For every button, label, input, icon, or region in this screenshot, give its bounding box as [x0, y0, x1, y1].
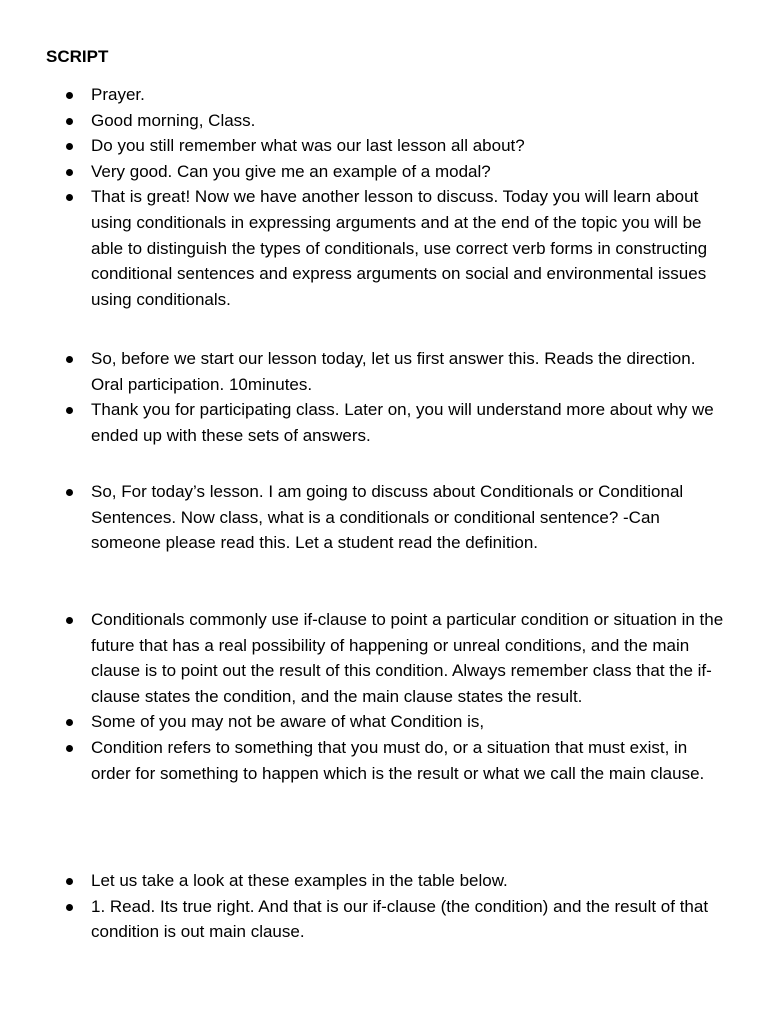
- bullet-icon: [66, 143, 73, 150]
- bullet-icon: [66, 617, 73, 624]
- bullet-group-1: [0, 82, 768, 312]
- list-item: [0, 184, 768, 312]
- bullet-icon: [66, 118, 73, 125]
- list-item: [0, 133, 768, 159]
- list-item: [0, 894, 768, 945]
- list-item-text: 1. Read. Its true right. And that is our if-clause (the condition) and the result of that condition is out main clause.: [91, 896, 709, 942]
- list-item-text: Do you still remember what was our last lesson all about?: [91, 136, 525, 156]
- bullet-icon: [66, 407, 73, 414]
- list-item-text: So, before we start our lesson today, let us first answer this. Reads the direction. Oral participation. 10minutes.: [91, 349, 696, 394]
- list-item: [0, 159, 768, 185]
- list-item: [0, 397, 768, 448]
- list-item-text: Very good. Can you give me an example of a modal?: [91, 161, 491, 181]
- list-item: [0, 479, 768, 556]
- bullet-icon: [66, 745, 73, 752]
- list-item: [0, 735, 768, 786]
- bullet-group-5: [0, 868, 768, 945]
- bullet-icon: [66, 194, 73, 201]
- list-item-text: Some of you may not be aware of what Condition is,: [91, 712, 485, 732]
- bullet-icon: [66, 92, 73, 99]
- list-item-text: Prayer.: [91, 85, 145, 104]
- bullet-icon: [66, 356, 73, 363]
- document-title: SCRIPT: [46, 47, 109, 66]
- bullet-icon: [66, 878, 73, 885]
- list-item: [0, 346, 768, 397]
- list-item: [0, 82, 768, 108]
- list-item: [0, 108, 768, 134]
- bullet-group-4: [0, 607, 768, 786]
- list-item-text: Let us take a look at these examples in the table below.: [91, 871, 508, 890]
- list-item-text: Conditionals commonly use if-clause to point a particular condition or situation in the future that has a real possibility of happening or unreal conditions, and the main clause is to point out the result of this condition. Always remember class that the if-clause states the condition, and the main clause states the result.: [91, 610, 724, 706]
- list-item: [0, 709, 768, 735]
- list-item-text: So, For today’s lesson. I am going to discuss about Conditionals or Conditional Sentences. Now class, what is a conditionals or conditional sentence? -Can someone please read this. Let a student read the definition.: [91, 482, 684, 553]
- list-item: [0, 607, 768, 709]
- list-item-text: Thank you for participating class. Later on, you will understand more about why we ended up with these sets of answers.: [91, 400, 714, 445]
- bullet-group-3: [0, 479, 768, 556]
- list-item: [0, 868, 768, 894]
- bullet-icon: [66, 719, 73, 726]
- bullet-icon: [66, 489, 73, 496]
- bullet-group-2: [0, 346, 768, 448]
- list-item-text: Condition refers to something that you must do, or a situation that must exist, in order for something to happen which is the result or what we call the main clause.: [91, 737, 705, 783]
- bullet-icon: [66, 904, 73, 911]
- bullet-icon: [66, 169, 73, 176]
- list-item-text: That is great! Now we have another lesson to discuss. Today you will learn about using conditionals in expressing arguments and at the end of the topic you will be able to distinguish the types of conditionals, use correct verb forms in constructing conditional sentences and express arguments on social and environmental issues using conditionals.: [91, 187, 708, 309]
- list-item-text: Good morning, Class.: [91, 110, 256, 130]
